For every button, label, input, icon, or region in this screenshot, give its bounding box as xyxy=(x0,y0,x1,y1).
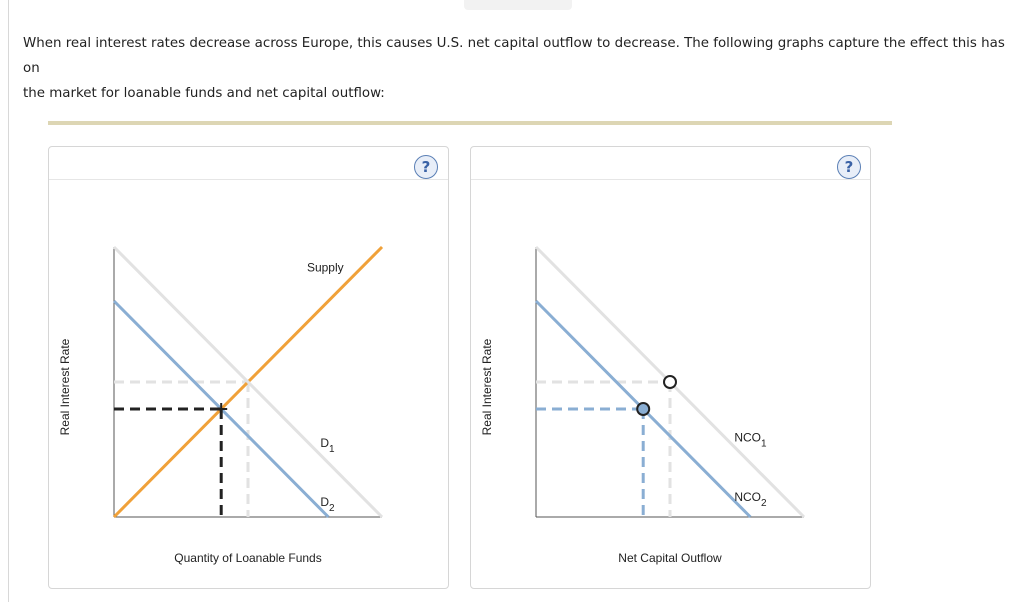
loanable-funds-graph[interactable] xyxy=(49,147,448,588)
old-equilibrium-point[interactable] xyxy=(664,376,676,388)
prompt-line-2: the market for loanable funds and net capital outflow: xyxy=(23,86,385,101)
x-axis-label: Quantity of Loanable Funds xyxy=(174,551,322,565)
label-subscript: 2 xyxy=(760,497,767,509)
x-axis-label: Net Capital Outflow xyxy=(618,551,722,565)
label-nco1: $NCO_1$ xyxy=(734,430,767,450)
top-tab xyxy=(464,0,572,10)
new-equilibrium-guides xyxy=(536,409,643,517)
plot-area xyxy=(480,247,804,565)
label-d2: $D_2$ xyxy=(320,495,335,515)
old-equilibrium-guides xyxy=(536,382,670,517)
section-divider xyxy=(48,121,892,125)
net-capital-outflow-panel xyxy=(470,146,871,589)
label-nco2: $NCO_2$ xyxy=(734,489,767,509)
label-subscript: 2 xyxy=(329,503,335,515)
question-prompt xyxy=(23,31,1013,106)
nco-graph[interactable] xyxy=(471,147,870,588)
plot-area xyxy=(58,247,382,565)
y-axis-label: Real Interest Rate xyxy=(58,338,72,436)
loanable-funds-panel xyxy=(48,146,449,589)
label-supply: Supply xyxy=(306,260,344,275)
help-button-loanable-funds[interactable]: ? xyxy=(414,155,438,179)
label-d1: $D_1$ xyxy=(320,435,335,455)
y-axis-label: Real Interest Rate xyxy=(480,338,494,436)
prompt-line-1: When real interest rates decrease across Europe, this causes U.S. net capital outflow to decrease. The following graphs capture the effect this has on xyxy=(23,36,1005,76)
help-button-nco[interactable]: ? xyxy=(837,155,861,179)
label-subscript: 1 xyxy=(760,438,767,450)
new-equilibrium-point[interactable] xyxy=(637,403,649,415)
left-border xyxy=(8,0,9,602)
label-subscript: 1 xyxy=(329,443,335,455)
